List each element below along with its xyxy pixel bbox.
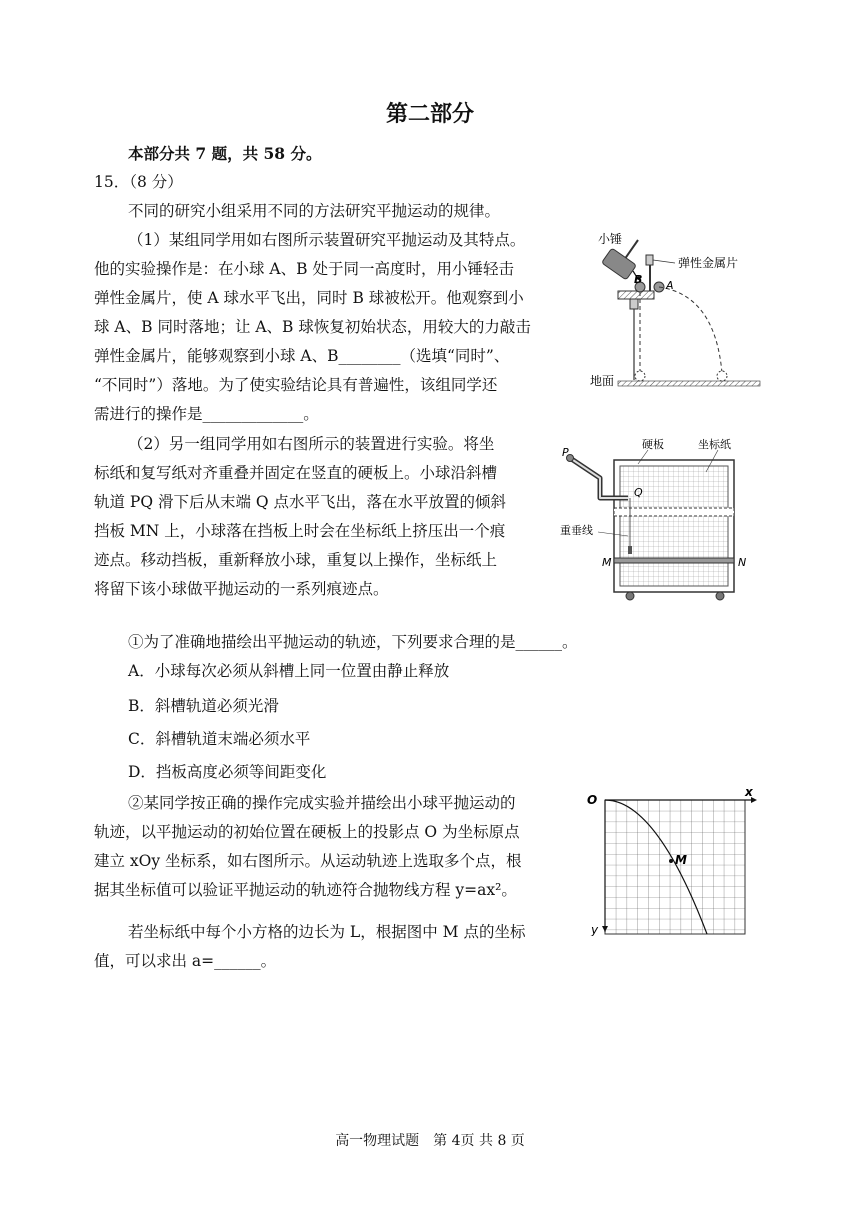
part1-line: 弹性金属片，能够观察到小球 A、B________（选填“同时”、	[94, 347, 510, 365]
part1-line: 他的实验操作是：在小球 A、B 处于同一高度时，用小锤轻击	[94, 260, 514, 278]
sub2-line: 建立 xOy 坐标系，如右图所示。从运动轨迹上选取多个点，根	[94, 852, 522, 870]
sub-question-1: ①为了准确地描绘出平抛运动的轨迹，下列要求合理的是______。	[128, 633, 578, 651]
label-origin: O	[587, 793, 598, 807]
figure-hammer-apparatus	[590, 225, 770, 395]
part1-line: 弹性金属片，使 A 球水平飞出，同时 B 球被松开。他观察到小	[94, 289, 524, 307]
section-title: 第二部分	[385, 102, 474, 127]
figure-trajectory-grid	[585, 786, 760, 936]
sub2-line: ②某同学按正确的操作完成实验并描绘出小球平抛运动的	[128, 794, 516, 812]
sub2-line: 据其坐标值可以验证平抛运动的轨迹符合抛物线方程 y=ax²。	[94, 881, 517, 899]
label-point-m: M	[675, 853, 687, 867]
section-note: 本部分共 7 题，共 58 分。	[128, 144, 322, 163]
label-ball-a: A	[666, 279, 674, 292]
sub2-line: 若坐标纸中每个小方格的边长为 L，根据图中 M 点的坐标	[128, 923, 526, 941]
label-plumb-line: 重垂线	[560, 524, 593, 537]
part2-line: 将留下该小球做平抛运动的一系列痕迹点。	[94, 580, 389, 598]
part2-line: 挡板 MN 上，小球落在挡板上时会在坐标纸上挤压出一个痕	[94, 522, 506, 540]
label-x-axis: x	[745, 786, 753, 799]
page-footer: 高一物理试题 第 4页 共 8 页	[335, 1133, 525, 1149]
label-q: Q	[634, 486, 643, 499]
option-d: D．挡板高度必须等间距变化	[128, 763, 327, 781]
sub2-line: 轨迹，以平抛运动的初始位置在硬板上的投影点 O 为坐标原点	[94, 823, 520, 841]
option-c: C．斜槽轨道末端必须水平	[128, 730, 311, 748]
figure-board-apparatus	[558, 436, 768, 604]
label-coordinate-paper: 坐标纸	[698, 438, 731, 451]
label-m: M	[602, 556, 612, 569]
part1-line: 需进行的操作是_____________。	[94, 405, 319, 423]
part2-line: 标纸和复写纸对齐重叠并固定在竖直的硬板上。小球沿斜槽	[94, 464, 498, 482]
label-y-axis: y	[591, 923, 599, 936]
label-elastic-plate: 弹性金属片	[678, 256, 739, 270]
question-number: 15．（8 分）	[94, 173, 183, 191]
question-intro: 不同的研究小组采用不同的方法研究平抛运动的规律。	[128, 202, 501, 220]
part2-line: 轨道 PQ 滑下后从末端 Q 点水平飞出，落在水平放置的倾斜	[94, 493, 507, 511]
label-ground: 地面	[590, 374, 615, 388]
part1-line: “不同时”）落地。为了使实验结论具有普遍性，该组同学还	[94, 376, 498, 394]
option-a: A．小球每次必须从斜槽上同一位置由静止释放	[128, 662, 450, 680]
label-p: P	[562, 446, 569, 459]
label-n: N	[738, 556, 747, 569]
label-ball-b: B	[634, 273, 643, 286]
label-hard-board: 硬板	[642, 438, 664, 451]
part2-line: 迹点。移动挡板，重新释放小球，重复以上操作，坐标纸上	[94, 551, 498, 569]
part1-line: （1）某组同学用如右图所示装置研究平抛运动及其特点。	[128, 231, 526, 249]
option-b: B．斜槽轨道必须光滑	[128, 697, 279, 715]
part2-line: （2）另一组同学用如右图所示的装置进行实验。将坐	[128, 435, 495, 453]
sub2-line: 值，可以求出 a=______。	[94, 952, 277, 970]
label-hammer: 小锤	[598, 232, 623, 246]
part1-line: 球 A、B 同时落地；让 A、B 球恢复初始状态，用较大的力敲击	[94, 318, 531, 336]
